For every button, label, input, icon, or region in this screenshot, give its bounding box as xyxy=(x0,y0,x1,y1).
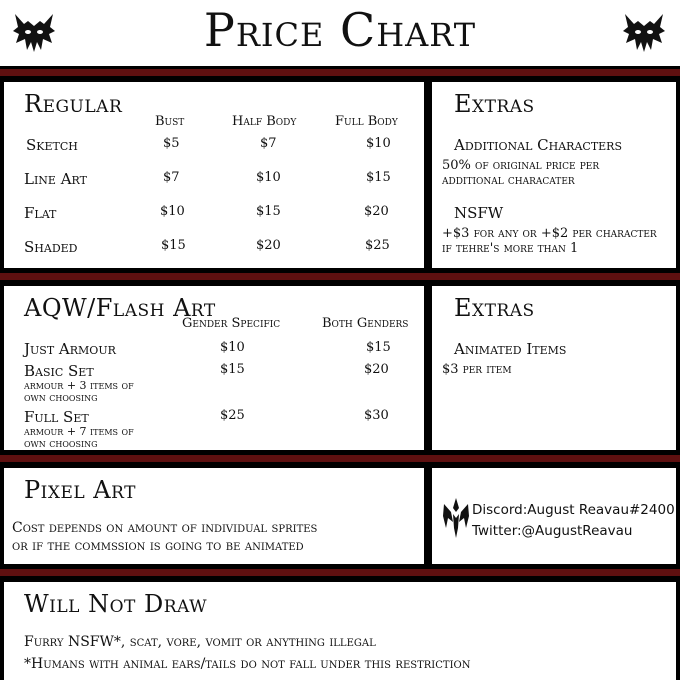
nsfw-text: if tehre's more than 1 xyxy=(442,241,579,256)
pixel-art-panel xyxy=(4,468,424,564)
row-label: Just Armour xyxy=(24,340,116,358)
pixel-art-text: Cost depends on amount of individual sprites xyxy=(12,520,318,536)
will-not-draw-text: Furry NSFW*, scat, vore, vomit or anything illegal xyxy=(24,634,376,650)
price-cell: $15 xyxy=(256,204,281,219)
row-label: Shaded xyxy=(24,238,78,256)
divider-band xyxy=(0,66,680,80)
divider-band xyxy=(0,452,680,466)
price-cell: $7 xyxy=(163,170,180,185)
price-cell: $20 xyxy=(364,204,389,219)
nsfw-title: NSFW xyxy=(454,204,504,222)
price-cell: $20 xyxy=(256,238,281,253)
row-label: Basic Set xyxy=(24,362,94,380)
extras-heading: Extras xyxy=(454,90,535,118)
contact-panel xyxy=(432,468,676,564)
discord-handle: Discord:August Reavau#2400 xyxy=(472,502,675,518)
row-note: armour + 7 items of xyxy=(24,425,134,438)
row-label: Sketch xyxy=(26,136,78,154)
demon-head-icon xyxy=(622,10,666,54)
price-cell: $5 xyxy=(163,136,180,151)
row-label: Full Set xyxy=(24,408,89,426)
row-note: own choosing xyxy=(24,437,98,450)
tribal-mark-icon xyxy=(442,498,470,538)
column-header: Bust xyxy=(155,114,185,129)
header xyxy=(0,0,680,66)
price-cell: $10 xyxy=(366,136,391,151)
page-title: Price Chart xyxy=(203,3,477,57)
price-cell: $15 xyxy=(161,238,186,253)
aqw-heading: AQW/Flash Art xyxy=(24,294,216,322)
price-cell: $30 xyxy=(364,408,389,423)
price-cell: $15 xyxy=(366,340,391,355)
price-cell: $25 xyxy=(220,408,245,423)
row-note: armour + 3 items of xyxy=(24,379,134,392)
animated-items-title: Animated Items xyxy=(454,340,567,358)
price-cell: $15 xyxy=(220,362,245,377)
price-cell: $10 xyxy=(160,204,185,219)
additional-characters-text: additional characater xyxy=(442,173,575,188)
extras-heading: Extras xyxy=(454,294,535,322)
column-header: Both Genders xyxy=(322,316,409,331)
regular-heading: Regular xyxy=(24,90,123,118)
price-cell: $20 xyxy=(364,362,389,377)
price-cell: $10 xyxy=(220,340,245,355)
divider-band xyxy=(0,566,680,580)
price-cell: $10 xyxy=(256,170,281,185)
column-header: Half Body xyxy=(232,114,297,129)
divider-band xyxy=(0,270,680,284)
price-cell: $7 xyxy=(260,136,277,151)
price-cell: $25 xyxy=(365,238,390,253)
will-not-draw-heading: Will Not Draw xyxy=(24,590,208,618)
will-not-draw-panel xyxy=(4,582,676,680)
row-note: own choosing xyxy=(24,391,98,404)
extras-panel xyxy=(432,82,676,268)
column-header: Gender Specific xyxy=(182,316,281,331)
price-cell: $15 xyxy=(366,170,391,185)
row-label: Flat xyxy=(24,204,57,222)
row-label: Line Art xyxy=(24,170,87,188)
column-header: Full Body xyxy=(335,114,398,129)
pixel-art-heading: Pixel Art xyxy=(24,476,136,504)
will-not-draw-note: *Humans with animal ears/tails do not fall under this restriction xyxy=(24,656,471,672)
regular-panel xyxy=(4,82,424,268)
pixel-art-text: or if the commssion is going to be animated xyxy=(12,538,304,554)
additional-characters-title: Additional Characters xyxy=(454,136,622,154)
twitter-handle: Twitter:@AugustReavau xyxy=(472,523,633,539)
nsfw-text: +$3 for any or +$2 per character xyxy=(442,226,657,241)
animated-items-text: $3 per item xyxy=(442,362,512,377)
additional-characters-text: 50% of original price per xyxy=(442,158,600,173)
aqw-panel xyxy=(4,286,424,450)
extras-panel xyxy=(432,286,676,450)
